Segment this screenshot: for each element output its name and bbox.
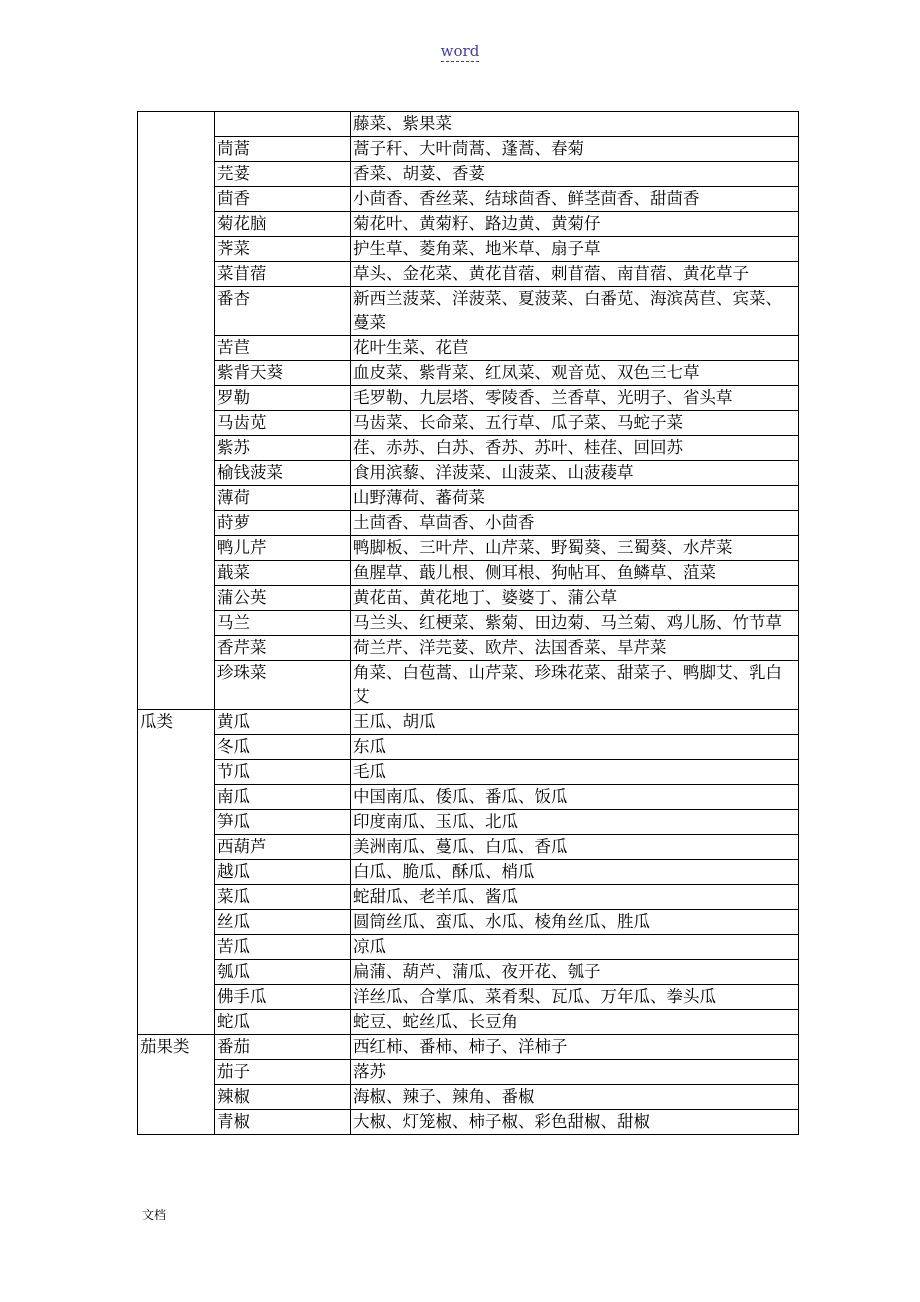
- alias-names-cell: 蛇甜瓜、老羊瓜、酱瓜: [351, 885, 799, 910]
- alias-names-cell: 白瓜、脆瓜、酥瓜、梢瓜: [351, 860, 799, 885]
- table-row: [138, 860, 799, 885]
- alias-names-cell: 花叶生菜、花苣: [351, 336, 799, 361]
- vegetable-name-cell: 香芹菜: [215, 636, 351, 661]
- table-row: [138, 162, 799, 187]
- alias-names-cell: 美洲南瓜、蔓瓜、白瓜、香瓜: [351, 835, 799, 860]
- alias-names-cell: 血皮菜、紫背菜、红凤菜、观音苋、双色三七草: [351, 361, 799, 386]
- alias-names-cell: 小茴香、香丝菜、结球茴香、鲜茎茴香、甜茴香: [351, 187, 799, 212]
- table-row: [138, 237, 799, 262]
- alias-names-cell: 黄花苗、黄花地丁、婆婆丁、蒲公草: [351, 586, 799, 611]
- alias-names-cell: 护生草、菱角菜、地米草、扇子草: [351, 237, 799, 262]
- vegetable-name-cell: 番杏: [215, 287, 351, 336]
- category-cell: [138, 486, 215, 511]
- table-row: [138, 636, 799, 661]
- category-cell: [138, 336, 215, 361]
- page-footer: 文档: [142, 1208, 167, 1222]
- table-row: [138, 137, 799, 162]
- category-cell: [138, 436, 215, 461]
- table-row: [138, 760, 799, 785]
- category-cell: [138, 237, 215, 262]
- table-row: [138, 436, 799, 461]
- table-row: [138, 935, 799, 960]
- alias-names-cell: 毛瓜: [351, 760, 799, 785]
- table-row: [138, 985, 799, 1010]
- vegetable-name-cell: 榆钱菠菜: [215, 461, 351, 486]
- alias-names-cell: 西红柿、番柿、柿子、洋柿子: [351, 1035, 799, 1060]
- vegetable-name-cell: 西葫芦: [215, 835, 351, 860]
- alias-names-cell: 新西兰菠菜、洋菠菜、夏菠菜、白番苋、海滨莴苣、宾菜、蔓菜: [351, 287, 799, 336]
- table-row: [138, 411, 799, 436]
- category-cell: [138, 885, 215, 910]
- category-cell: [138, 212, 215, 237]
- vegetable-name-cell: 辣椒: [215, 1085, 351, 1110]
- category-cell: [138, 835, 215, 860]
- alias-names-cell: 藤菜、紫果菜: [351, 112, 799, 137]
- table-row: [138, 536, 799, 561]
- category-cell: [138, 137, 215, 162]
- category-cell: [138, 611, 215, 636]
- category-cell: [138, 287, 215, 336]
- alias-names-cell: 荷兰芹、洋芫荽、欧芹、法国香菜、旱芹菜: [351, 636, 799, 661]
- table-row: [138, 661, 799, 710]
- alias-names-cell: 东瓜: [351, 735, 799, 760]
- table-row: [138, 1060, 799, 1085]
- vegetable-name-cell: 菊花脑: [215, 212, 351, 237]
- table-row: [138, 386, 799, 411]
- category-cell: [138, 361, 215, 386]
- vegetable-name-cell: 菜瓜: [215, 885, 351, 910]
- table-row: [138, 1110, 799, 1135]
- category-cell: [138, 511, 215, 536]
- table-row: [138, 511, 799, 536]
- alias-names-cell: 菊花叶、黄菊籽、路边黄、黄菊仔: [351, 212, 799, 237]
- table-row: [138, 361, 799, 386]
- alias-names-cell: 草头、金花菜、黄花苜蓿、刺苜蓿、南苜蓿、黄花草子: [351, 262, 799, 287]
- table-row: [138, 461, 799, 486]
- category-cell: [138, 1010, 215, 1035]
- vegetable-name-cell: 笋瓜: [215, 810, 351, 835]
- alias-names-cell: 印度南瓜、玉瓜、北瓜: [351, 810, 799, 835]
- table-row: [138, 1035, 799, 1060]
- alias-names-cell: 毛罗勒、九层塔、零陵香、兰香草、光明子、省头草: [351, 386, 799, 411]
- category-cell: [138, 411, 215, 436]
- table-row: [138, 287, 799, 336]
- vegetable-name-cell: 罗勒: [215, 386, 351, 411]
- vegetable-name-cell: 紫苏: [215, 436, 351, 461]
- category-cell: [138, 810, 215, 835]
- table-row: [138, 785, 799, 810]
- vegetable-name-cell: 珍珠菜: [215, 661, 351, 710]
- vegetable-name-cell: 蒲公英: [215, 586, 351, 611]
- header-link[interactable]: word: [440, 42, 480, 60]
- alias-names-cell: 马兰头、红梗菜、紫菊、田边菊、马兰菊、鸡儿肠、竹节草: [351, 611, 799, 636]
- category-cell: [138, 735, 215, 760]
- table-row: [138, 735, 799, 760]
- alias-names-cell: 蛇豆、蛇丝瓜、长豆角: [351, 1010, 799, 1035]
- alias-names-cell: 山野薄荷、蕃荷菜: [351, 486, 799, 511]
- vegetable-name-cell: 青椒: [215, 1110, 351, 1135]
- page-header: [0, 42, 920, 60]
- vegetable-name-cell: 丝瓜: [215, 910, 351, 935]
- vegetable-name-cell: 茼蒿: [215, 137, 351, 162]
- vegetable-name-cell: 节瓜: [215, 760, 351, 785]
- vegetable-name-cell: 蛇瓜: [215, 1010, 351, 1035]
- table-row: [138, 561, 799, 586]
- alias-names-cell: 大椒、灯笼椒、柿子椒、彩色甜椒、甜椒: [351, 1110, 799, 1135]
- table-row: [138, 710, 799, 735]
- alias-names-cell: 洋丝瓜、合掌瓜、菜肴梨、瓦瓜、万年瓜、拳头瓜: [351, 985, 799, 1010]
- vegetable-name-cell: 黄瓜: [215, 710, 351, 735]
- table-row: [138, 262, 799, 287]
- vegetable-name-cell: 荠菜: [215, 237, 351, 262]
- table-row: [138, 1085, 799, 1110]
- category-cell: [138, 187, 215, 212]
- vegetable-name-cell: 马齿苋: [215, 411, 351, 436]
- vegetable-name-cell: [215, 112, 351, 137]
- alias-names-cell: 王瓜、胡瓜: [351, 710, 799, 735]
- table-row: [138, 212, 799, 237]
- table-row: [138, 885, 799, 910]
- alias-names-cell: 食用滨藜、洋菠菜、山菠菜、山菠薐草: [351, 461, 799, 486]
- vegetable-name-cell: 茴香: [215, 187, 351, 212]
- vegetable-name-cell: 鸭儿芹: [215, 536, 351, 561]
- vegetable-names-table: [137, 111, 799, 1135]
- table-row: [138, 112, 799, 137]
- alias-names-cell: 鸭脚板、三叶芹、山芹菜、野蜀葵、三蜀葵、水芹菜: [351, 536, 799, 561]
- vegetable-name-cell: 苦瓜: [215, 935, 351, 960]
- category-cell: 瓜类: [138, 710, 215, 735]
- category-cell: [138, 910, 215, 935]
- alias-names-cell: 圆筒丝瓜、蛮瓜、水瓜、棱角丝瓜、胜瓜: [351, 910, 799, 935]
- vegetable-name-cell: 芫荽: [215, 162, 351, 187]
- category-cell: [138, 985, 215, 1010]
- vegetable-name-cell: 南瓜: [215, 785, 351, 810]
- category-cell: 茄果类: [138, 1035, 215, 1060]
- category-cell: [138, 262, 215, 287]
- vegetable-name-cell: 茄子: [215, 1060, 351, 1085]
- vegetable-name-cell: 莳萝: [215, 511, 351, 536]
- alias-names-cell: 角菜、白苞蒿、山芹菜、珍珠花菜、甜菜子、鸭脚艾、乳白艾: [351, 661, 799, 710]
- vegetable-name-cell: 菜苜蓿: [215, 262, 351, 287]
- category-cell: [138, 386, 215, 411]
- category-cell: [138, 935, 215, 960]
- category-cell: [138, 536, 215, 561]
- alias-names-cell: 土茴香、草茴香、小茴香: [351, 511, 799, 536]
- vegetable-name-cell: 苦苣: [215, 336, 351, 361]
- category-cell: [138, 1060, 215, 1085]
- table-row: [138, 835, 799, 860]
- alias-names-cell: 荏、赤苏、白苏、香苏、苏叶、桂荏、回回苏: [351, 436, 799, 461]
- category-cell: [138, 162, 215, 187]
- alias-names-cell: 扁蒲、葫芦、蒲瓜、夜开花、瓠子: [351, 960, 799, 985]
- table-row: [138, 960, 799, 985]
- vegetable-name-cell: 越瓜: [215, 860, 351, 885]
- alias-names-cell: 香菜、胡荽、香荽: [351, 162, 799, 187]
- category-cell: [138, 1110, 215, 1135]
- category-cell: [138, 760, 215, 785]
- vegetable-name-cell: 蕺菜: [215, 561, 351, 586]
- alias-names-cell: 落苏: [351, 1060, 799, 1085]
- vegetable-name-cell: 瓠瓜: [215, 960, 351, 985]
- table-row: [138, 486, 799, 511]
- table-row: [138, 910, 799, 935]
- table-row: [138, 586, 799, 611]
- category-cell: [138, 586, 215, 611]
- vegetable-name-cell: 番茄: [215, 1035, 351, 1060]
- category-cell: [138, 960, 215, 985]
- category-cell: [138, 860, 215, 885]
- alias-names-cell: 鱼腥草、蕺儿根、侧耳根、狗帖耳、鱼鳞草、菹菜: [351, 561, 799, 586]
- category-cell: [138, 785, 215, 810]
- alias-names-cell: 海椒、辣子、辣角、番椒: [351, 1085, 799, 1110]
- vegetable-name-cell: 薄荷: [215, 486, 351, 511]
- vegetable-name-cell: 紫背天葵: [215, 361, 351, 386]
- category-cell: [138, 1085, 215, 1110]
- table-row: [138, 611, 799, 636]
- category-cell: [138, 461, 215, 486]
- table-row: [138, 810, 799, 835]
- vegetable-name-cell: 马兰: [215, 611, 351, 636]
- alias-names-cell: 中国南瓜、倭瓜、番瓜、饭瓜: [351, 785, 799, 810]
- alias-names-cell: 蒿子秆、大叶茼蒿、蓬蒿、春菊: [351, 137, 799, 162]
- category-cell: [138, 636, 215, 661]
- alias-names-cell: 马齿菜、长命菜、五行草、瓜子菜、马蛇子菜: [351, 411, 799, 436]
- alias-names-cell: 凉瓜: [351, 935, 799, 960]
- table-row: [138, 187, 799, 212]
- table-row: [138, 336, 799, 361]
- vegetable-name-cell: 佛手瓜: [215, 985, 351, 1010]
- category-cell: [138, 661, 215, 710]
- table-row: [138, 1010, 799, 1035]
- vegetable-name-cell: 冬瓜: [215, 735, 351, 760]
- category-cell: [138, 112, 215, 137]
- category-cell: [138, 561, 215, 586]
